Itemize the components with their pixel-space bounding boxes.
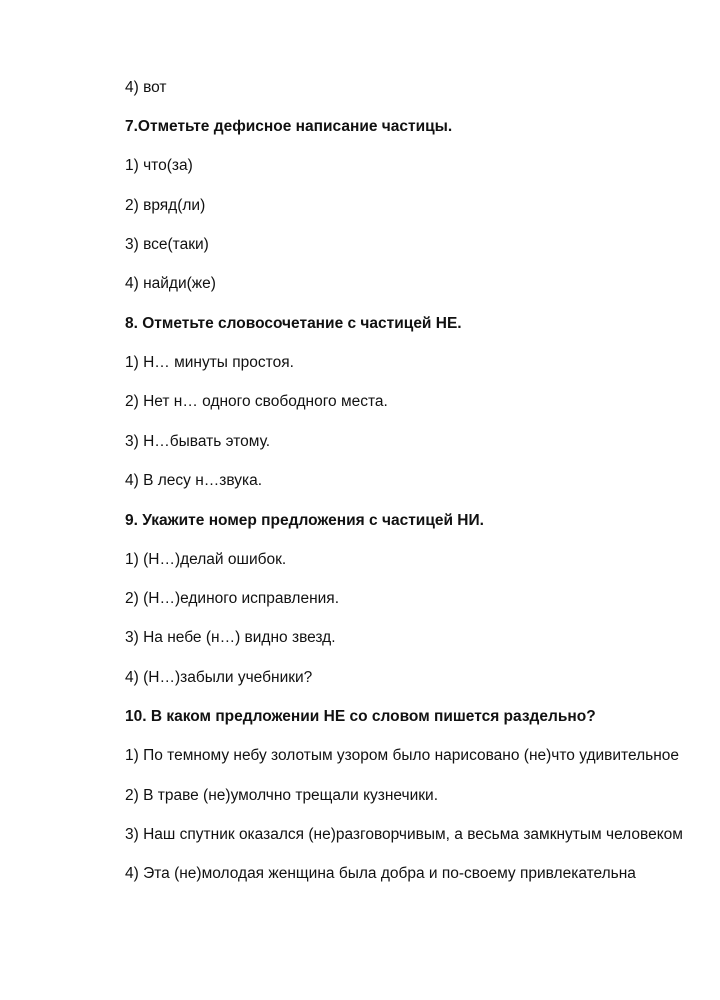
q10-option-3: 3) Наш спутник оказался (не)разговорчивым, а весьма замкнутым человеком [125,826,683,843]
q7-option-1: 1) что(за) [125,157,193,174]
q7-option-3: 3) все(таки) [125,236,209,253]
q8-option-1: 1) Н… минуты простоя. [125,354,294,371]
q10-option-2: 2) В траве (не)умолчно трещали кузнечики. [125,787,439,804]
q6-option-4: 4) вот [125,79,167,96]
q7-title: 7.Отметьте дефисное написание частицы. [125,118,453,135]
q9-option-4: 4) (Н…)забыли учебники? [125,669,313,686]
q10-title: 10. В каком предложении НЕ со словом пишется раздельно? [125,708,596,725]
q7-option-4: 4) найди(же) [125,275,216,292]
q10-option-4: 4) Эта (не)молодая женщина была добра и по-своему привлекательна [125,865,636,882]
q7-option-2: 2) вряд(ли) [125,197,206,214]
q9-option-3: 3) На небе (н…) видно звезд. [125,629,336,646]
q10-option-1: 1) По темному небу золотым узором было нарисовано (не)что удивительное [125,747,679,764]
q9-title: 9. Укажите номер предложения с частицей НИ. [125,512,484,529]
q8-option-2: 2) Нет н… одного свободного места. [125,393,388,410]
q8-option-4: 4) В лесу н…звука. [125,472,263,489]
q8-title: 8. Отметьте словосочетание с частицей НЕ. [125,315,462,332]
q9-option-2: 2) (Н…)единого исправления. [125,590,340,607]
q9-option-1: 1) (Н…)делай ошибок. [125,551,287,568]
q8-option-3: 3) Н…бывать этому. [125,433,271,450]
